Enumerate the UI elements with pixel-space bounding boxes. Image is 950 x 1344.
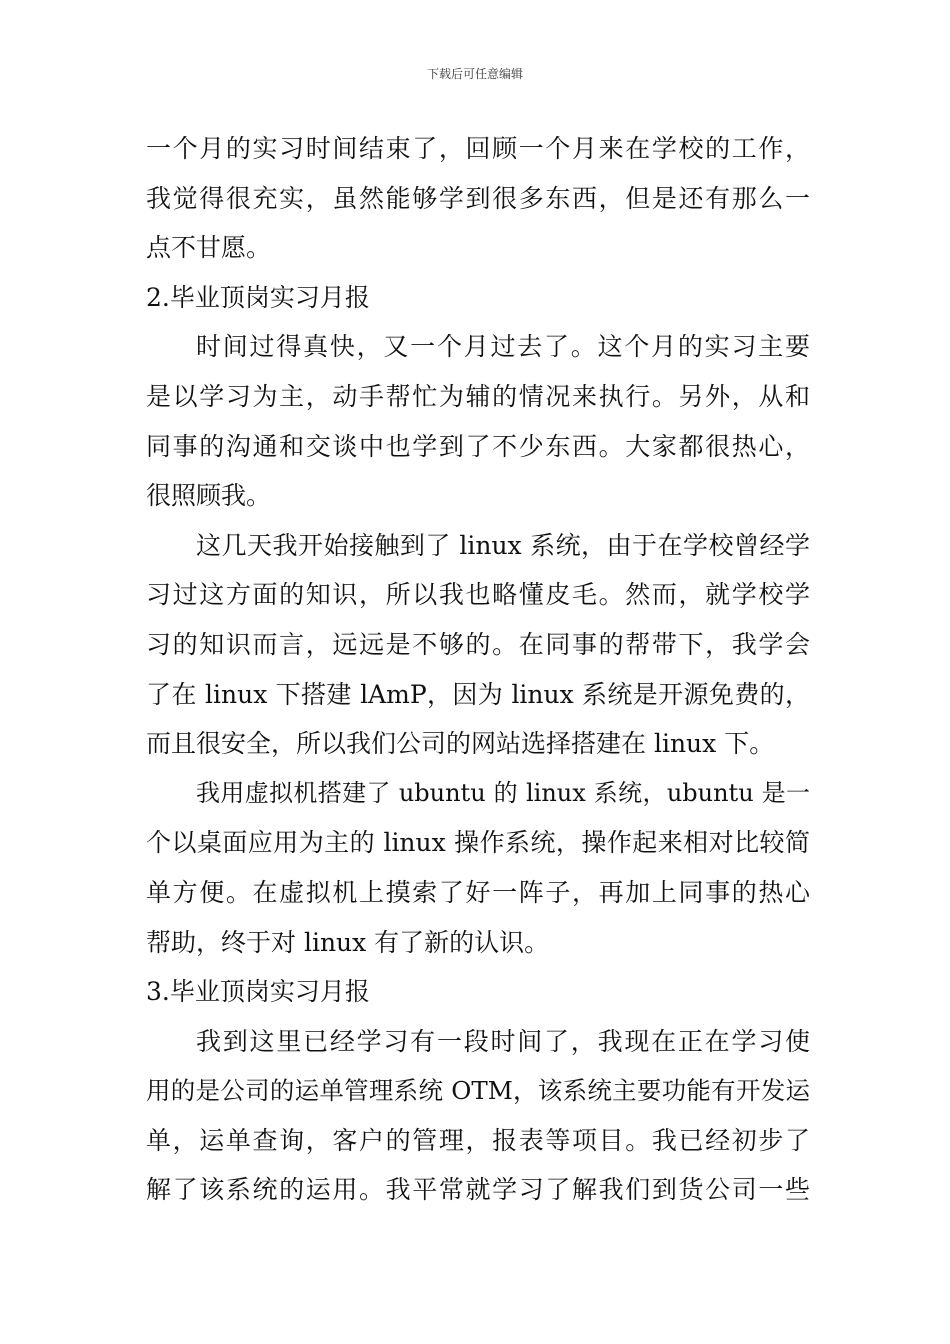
- text-line: 是以学习为主，动手帮忙为辅的情况来执行。另外，从和: [146, 381, 810, 411]
- text-line: 习过这方面的知识，所以我也略懂皮毛。然而，就学校学: [146, 580, 810, 610]
- text-line: 2.毕业顶岗实习月报: [146, 282, 370, 312]
- document-body: [146, 124, 810, 1215]
- text-line: 很照顾我。: [146, 481, 272, 511]
- text-line: 用的是公司的运单管理系统 OTM，该系统主要功能有开发运: [146, 1076, 810, 1106]
- text-line: 帮助，终于对 linux 有了新的认识。: [146, 927, 550, 957]
- text-line: 我觉得很充实，虽然能够学到很多东西，但是还有那么一: [146, 183, 810, 213]
- text-line: 解了该系统的运用。我平常就学习了解我们到货公司一些: [146, 1175, 810, 1205]
- text-line: 个以桌面应用为主的 linux 操作系统，操作起来相对比较简: [146, 828, 810, 858]
- text-line: 点不甘愿。: [146, 233, 272, 263]
- page-header: 下载后可任意编辑: [426, 67, 523, 81]
- text-line: 习的知识而言，远远是不够的。在同事的帮带下，我学会: [146, 629, 810, 659]
- text-line: 我用虚拟机搭建了 ubuntu 的 linux 系统，ubuntu 是一: [196, 778, 810, 807]
- text-line: 单方便。在虚拟机上摸索了好一阵子，再加上同事的热心: [146, 877, 810, 907]
- text-line: 时间过得真快，又一个月过去了。这个月的实习主要: [196, 332, 810, 362]
- text-line: 这几天我开始接触到了 linux 系统，由于在学校曾经学: [196, 530, 810, 560]
- text-line: 而且很安全，所以我们公司的网站选择搭建在 linux 下。: [146, 729, 775, 759]
- text-line: 3.毕业顶岗实习月报: [146, 977, 370, 1007]
- text-line: 单，运单查询，客户的管理，报表等项目。我已经初步了: [146, 1125, 810, 1155]
- text-line: 同事的沟通和交谈中也学到了不少东西。大家都很热心，: [146, 431, 810, 461]
- text-line: 我到这里已经学习有一段时间了，我现在正在学习使: [196, 1026, 810, 1056]
- text-line: 了在 linux 下搭建 lAmP，因为 linux 系统是开源免费的，: [146, 679, 810, 709]
- text-line: 一个月的实习时间结束了，回顾一个月来在学校的工作，: [146, 134, 810, 163]
